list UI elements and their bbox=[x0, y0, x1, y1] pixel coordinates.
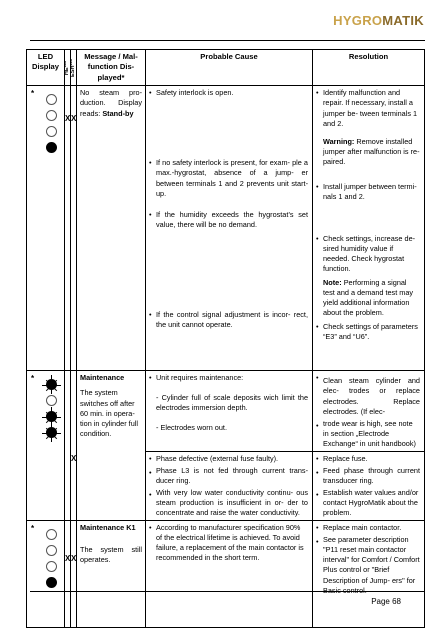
cause-item: • Safety interlock is open. bbox=[149, 88, 234, 98]
message-text: The system still operates. bbox=[80, 545, 142, 565]
table-header-row bbox=[27, 50, 425, 86]
table-row bbox=[27, 371, 425, 451]
brand-logo: HYGROMATIK bbox=[333, 13, 424, 28]
led-indicator-stack bbox=[44, 379, 58, 443]
resolution-item: • Feed phase through current transducer ring. bbox=[316, 465, 420, 485]
cause-cell bbox=[146, 86, 313, 371]
led-off-icon bbox=[46, 561, 57, 572]
led-display-cell bbox=[27, 371, 65, 521]
esh-mark: X bbox=[71, 371, 77, 521]
resolution-cell bbox=[313, 521, 425, 628]
resolution-item: • trode wear is high, see note in section „Electrode Exchange“ in unit handbook) bbox=[316, 418, 416, 448]
footnote-star: * bbox=[31, 374, 35, 384]
led-off-icon bbox=[46, 529, 57, 540]
esh-mark: X bbox=[71, 521, 77, 628]
cause-item: - Cylinder full of scale deposits wich limit the electrodes immersion depth. bbox=[156, 393, 308, 413]
resolution-item: • See parameter description "P11 reset main contactor interval" for Comfort / Comfort Plus control or "Brief Description of Jump- ers" for bbox=[316, 535, 420, 585]
led-off-icon bbox=[46, 110, 57, 121]
table-row bbox=[27, 521, 425, 628]
message-cell bbox=[77, 521, 146, 628]
troubleshooting-table bbox=[26, 49, 425, 628]
resolution-item: • Check settings of parameters “E3” and “U6”. bbox=[316, 322, 418, 342]
led-display-cell bbox=[27, 521, 65, 628]
cause-item: • According to manufacturer specification 90% of the electrical lifetime is achieved. To avoid failure, a replacement of the main contactor is recommended in the short term. bbox=[149, 523, 304, 563]
message-cell bbox=[77, 371, 146, 521]
cause-cell bbox=[146, 451, 313, 520]
he-mark: X bbox=[65, 86, 71, 371]
resolution-item: • Replace main contactor. bbox=[316, 523, 402, 533]
footer-rule bbox=[30, 591, 425, 592]
led-flashing-icon bbox=[46, 427, 57, 438]
led-flashing-icon bbox=[46, 379, 57, 390]
header-he: HE*** bbox=[65, 50, 71, 86]
resolution-cell bbox=[313, 371, 425, 451]
header-cause: Probable Cause bbox=[146, 50, 313, 86]
page-number: Page 68 bbox=[371, 597, 401, 606]
resolution-item: • Replace fuse. bbox=[316, 453, 368, 463]
cause-cell bbox=[146, 371, 313, 451]
resolution-item: • Check settings, increase de- sired humidity value if needed. Check hygrostat function. bbox=[316, 233, 416, 273]
header-led: LED Display bbox=[27, 50, 65, 86]
led-display-cell bbox=[27, 86, 65, 371]
header-message: Message / Mal- function Dis- played* bbox=[77, 50, 146, 86]
header-rule bbox=[30, 40, 425, 41]
table-row bbox=[27, 86, 425, 371]
cause-item: • If the humidity exceeds the hygrostat’s set value, there will be no demand. bbox=[149, 210, 308, 230]
led-off-icon bbox=[46, 545, 57, 556]
footnote-star: * bbox=[31, 89, 35, 99]
led-off-icon bbox=[46, 126, 57, 137]
resolution-item: • Install jumper between termi- nals 1 and 2. bbox=[316, 181, 417, 201]
warning-block: Warning: Remove installed jumper after malfunction is re- paired. bbox=[323, 136, 420, 166]
led-off-icon bbox=[46, 94, 57, 105]
cause-cell bbox=[146, 521, 313, 628]
led-flashing-icon bbox=[46, 411, 57, 422]
cause-item: • If no safety interlock is present, for exam- ple a max.-hygrostat, absence of a jump- er between terminals 1 and 2 prevents unit start-up. bbox=[149, 158, 308, 198]
message-text: The system switches off after 60 min. in opera- tion in cylinder full condition. bbox=[80, 388, 138, 438]
he-mark: X bbox=[65, 521, 71, 628]
led-on-icon bbox=[46, 577, 57, 588]
cause-item: • Unit requires maintenance: bbox=[149, 373, 244, 383]
led-on-icon bbox=[46, 142, 57, 153]
footnote-star: * bbox=[31, 524, 35, 534]
message-title: Maintenance bbox=[80, 373, 125, 383]
cause-item: - Electrodes worn out. bbox=[156, 423, 227, 433]
header-esh: ESH*** bbox=[71, 50, 77, 86]
led-indicator-stack bbox=[44, 529, 58, 593]
header-resolution: Resolution bbox=[313, 50, 425, 86]
note-block: Note: Performing a signal test and a demand test may yield additional information about the problem. bbox=[323, 277, 414, 318]
cause-item: • If the control signal adjustment is incor- rect, the unit cannot operate. bbox=[149, 310, 308, 330]
cause-item: • Phase defective (external fuse faulty). bbox=[149, 453, 279, 463]
message-title: Maintenance K1 bbox=[80, 523, 136, 533]
cause-item: • Phase L3 is not fed through current trans- ducer ring. bbox=[149, 465, 308, 485]
resolution-item: • Clean steam cylinder and elec- trodes or replace electrodes. Replace electrodes. (If elec- bbox=[316, 373, 420, 416]
cause-item: • With very low water conductivity continu- ous steam production is insufficient in or- der to concentrate and raise the water conductivity. bbox=[149, 488, 308, 518]
esh-mark: X bbox=[71, 86, 77, 371]
led-indicator-stack bbox=[44, 94, 58, 158]
resolution-item: • Identify malfunction and repair. If necessary, install a jumper be- tween terminals 1 and 2. bbox=[316, 88, 418, 128]
led-off-icon bbox=[46, 395, 57, 406]
message-cell: No steam pro- duction. Display reads: Stand-by bbox=[77, 86, 146, 371]
resolution-cell bbox=[313, 451, 425, 520]
resolution-cell bbox=[313, 86, 425, 371]
resolution-item: • Establish water values and/or contact HygroMatik about the problem. bbox=[316, 488, 419, 518]
